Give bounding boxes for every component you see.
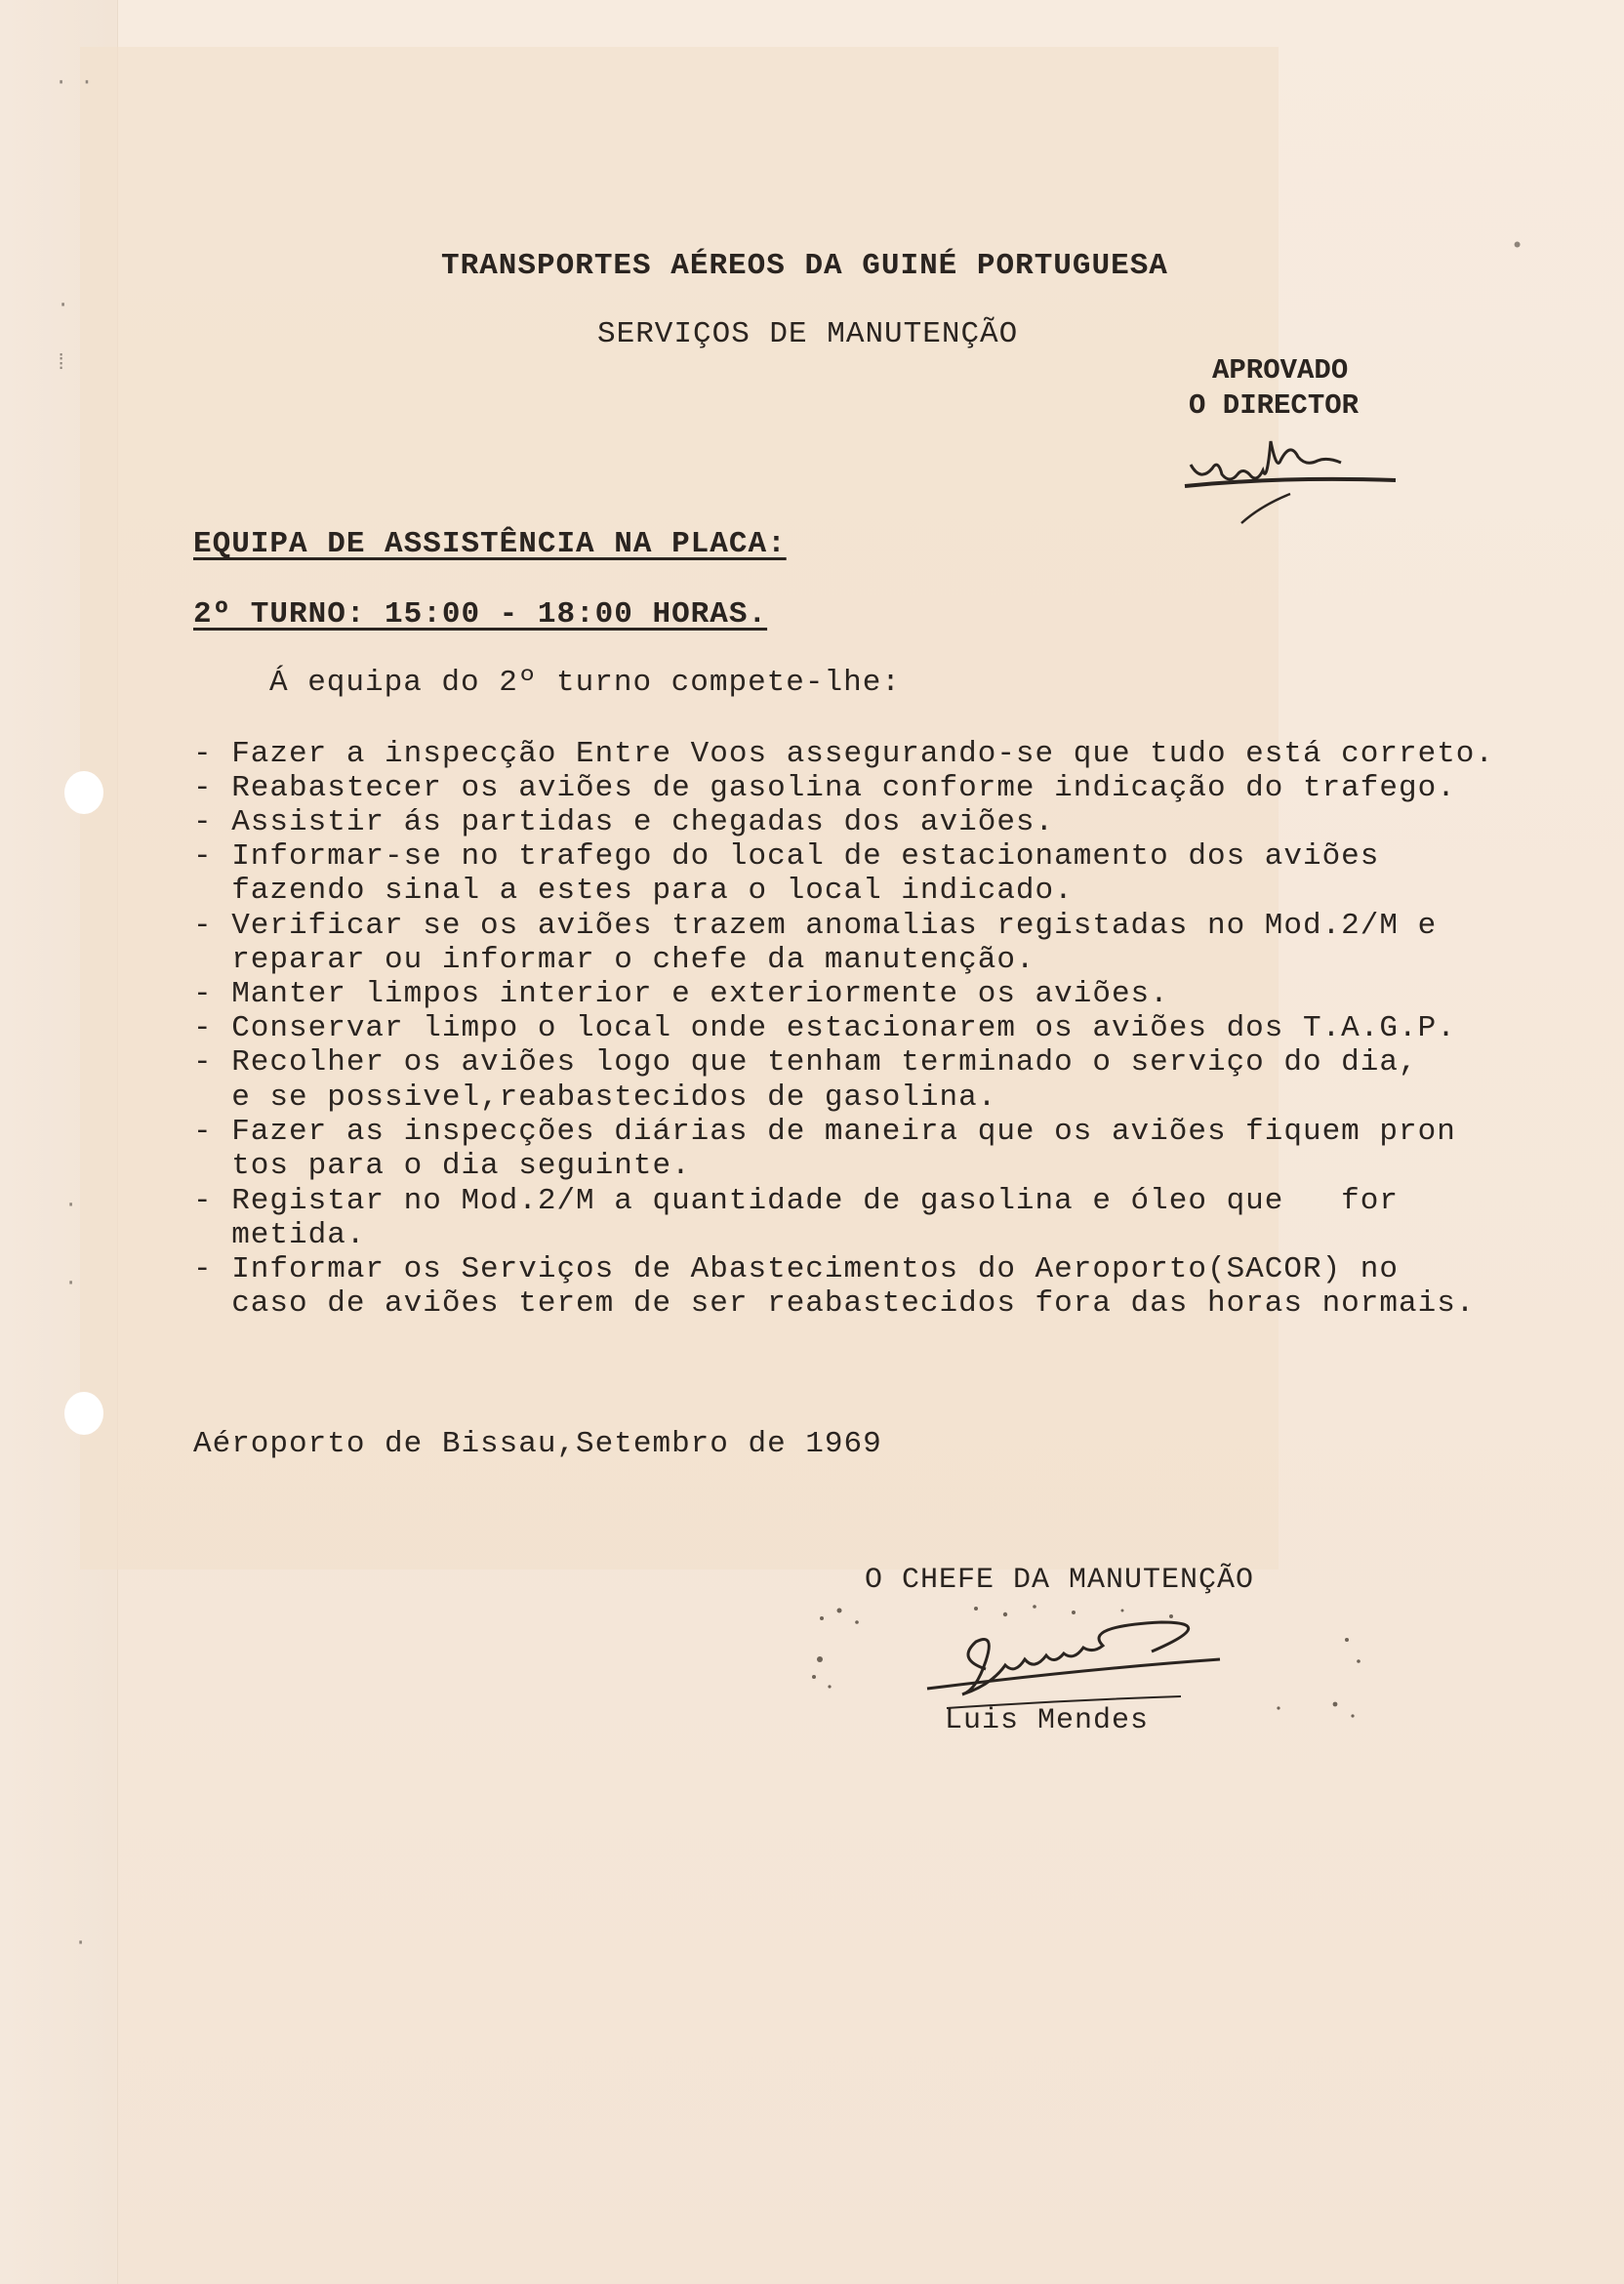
duty-line: - Registar no Mod.2/M a quantidade de gasolina e óleo que for — [193, 1184, 1399, 1218]
paper-speck: ⁞ — [55, 351, 68, 376]
paper-speck: · · — [55, 70, 94, 95]
chief-title: O CHEFE DA MANUTENÇÃO — [865, 1564, 1255, 1597]
duty-line: metida. — [193, 1218, 366, 1252]
paper-speck: · — [74, 1931, 88, 1955]
org-title: TRANSPORTES AÉREOS DA GUINÉ PORTUGUESA — [441, 249, 1168, 283]
section-title: EQUIPA DE ASSISTÊNCIA NA PLACA: — [193, 527, 787, 561]
duty-line: caso de aviões terem de ser reabastecidos fora das horas normais. — [193, 1286, 1476, 1321]
duty-line: - Assistir ás partidas e chegadas dos aviões. — [193, 805, 1055, 839]
shift-title: 2º TURNO: 15:00 - 18:00 HORAS. — [193, 597, 768, 632]
director-signature — [1183, 426, 1398, 533]
department-title: SERVIÇOS DE MANUTENÇÃO — [597, 317, 1019, 351]
duty-line: - Conservar limpo o local onde estacionarem os aviões dos T.A.G.P. — [193, 1011, 1456, 1045]
punch-hole — [64, 771, 103, 814]
approval-label: APROVADO — [1212, 354, 1349, 387]
paper-speck: · — [64, 1271, 78, 1295]
chief-name: Luis Mendes — [945, 1704, 1150, 1737]
duty-line: - Reabastecer os aviões de gasolina conforme indicação do trafego. — [193, 771, 1456, 805]
intro-line: Á equipa do 2º turno compete-lhe: — [269, 666, 901, 700]
paper-speck: • — [1511, 234, 1524, 259]
paper-speck: · — [57, 293, 70, 317]
duty-line: - Fazer as inspecções diárias de maneira que os aviões fiquem pron — [193, 1115, 1456, 1149]
punch-hole — [64, 1392, 103, 1435]
duty-line: - Informar os Serviços de Abastecimentos do Aeroporto(SACOR) no — [193, 1252, 1399, 1286]
duty-line: - Informar-se no trafego do local de estacionamento dos aviões — [193, 839, 1380, 874]
duty-line: - Recolher os aviões logo que tenham terminado o serviço do dia, — [193, 1045, 1418, 1080]
duty-line: - Fazer a inspecção Entre Voos assegurando-se que tudo está correto. — [193, 737, 1495, 771]
director-label: O DIRECTOR — [1189, 389, 1360, 422]
duty-line: tos para o dia seguinte. — [193, 1149, 691, 1183]
paper-speck: · — [64, 1193, 78, 1217]
place-date: Aéroporto de Bissau,Setembro de 1969 — [193, 1427, 882, 1461]
duty-line: e se possivel,reabastecidos de gasolina. — [193, 1081, 997, 1115]
duty-line: reparar ou informar o chefe da manutenção. — [193, 943, 1035, 977]
duty-line: - Manter limpos interior e exteriormente os aviões. — [193, 977, 1169, 1011]
duty-line: - Verificar se os aviões trazem anomalias registadas no Mod.2/M e — [193, 909, 1438, 943]
duty-line: fazendo sinal a estes para o local indicado. — [193, 874, 1074, 908]
